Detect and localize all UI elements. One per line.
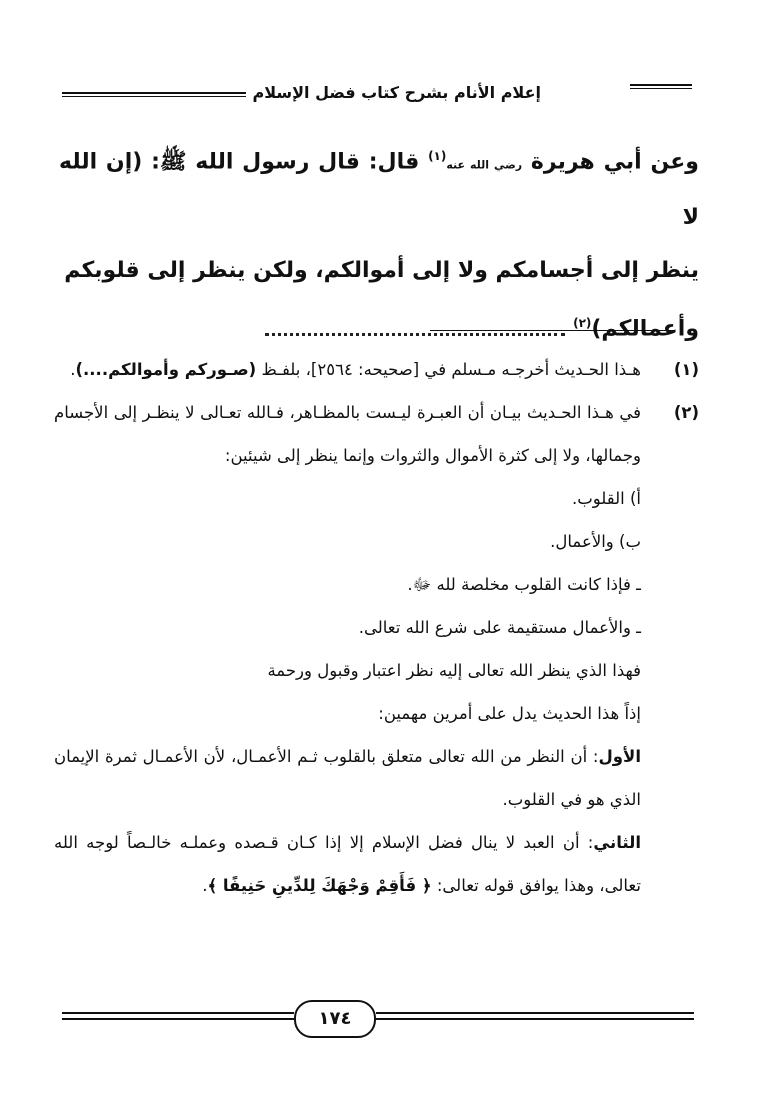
- footnote-2-second-label: الثاني: [593, 833, 641, 852]
- hadith-line1-a: وعن أبي هريرة: [530, 149, 699, 175]
- running-header: [62, 78, 692, 108]
- footer-rule-left: [62, 1012, 294, 1014]
- footnote-2-first-text: : أن النظر من الله تعالى متعلق بالقلوب ثـم الأعمـال، لأن الأعمـال ثمرة الإيمان الذي هو في القلوب.: [54, 747, 641, 809]
- footnote-2-first: [54, 735, 641, 821]
- footnote-2-bullet-2: ـ والأعمال مستقيمة على شرع الله تعالى.: [358, 618, 641, 637]
- footnote-2-first-label: الأول: [598, 747, 641, 766]
- footnote-ref-1[interactable]: (١): [428, 149, 447, 163]
- footer-rule-right-2: [376, 1018, 694, 1020]
- footer-rule-left-2: [62, 1018, 294, 1020]
- footnote-2-second: [54, 821, 641, 907]
- hadith-line3-text: وأعمالكم): [591, 316, 699, 342]
- footnote-2-second-text: : أن العبد لا ينال فضل الإسلام إلا إذا كـان قـصده وعملـه خالـصاً لوجه الله تعالى، وهذا يوافق قوله تعالى:: [54, 833, 641, 895]
- page-number: ١٧٤: [294, 1000, 376, 1038]
- footnotes: [54, 348, 699, 907]
- footnote-2-item-b: ب) والأعمال.: [550, 532, 641, 551]
- hadith-line-3: [59, 297, 699, 355]
- header-rule-right-thin: [630, 88, 692, 89]
- header-title: إعلام الأنام بشرح كتاب فضل الإسلام: [246, 78, 547, 108]
- footnote-2-bullet-1: ـ فإذا كانت القلوب مخلصة لله ﷻ.: [407, 575, 641, 594]
- hadith-line-2: ينظر إلى أجسامكم ولا إلى أموالكم، ولكن ينظر إلى قلوبكم: [64, 258, 699, 284]
- footnote-2-conclusion: فهذا الذي ينظر الله تعالى إليه نظر اعتبار وقبول ورحمة: [267, 661, 641, 680]
- footnote-1-number: (١): [673, 360, 699, 379]
- footnote-2-item-a: أ) القلوب.: [572, 489, 641, 508]
- footnote-2-number: (٢): [673, 403, 699, 422]
- footnote-ref-2[interactable]: (٢): [573, 316, 592, 331]
- footer-rule-right: [376, 1012, 694, 1014]
- prophet-honorific: ﷺ: [159, 149, 187, 175]
- page-footer: [62, 998, 694, 1038]
- footnote-1-text-a: هـذا الحـديث أخرجـه مـسلم في [صحيحه: ٢٥٦٤]، بلفـظ: [256, 360, 641, 379]
- hadith-line1-b: قال: قال رسول الله: [195, 149, 420, 175]
- companion-honorific: رضي الله عنه: [446, 158, 523, 172]
- footnote-1-text-c: .: [70, 360, 76, 379]
- footnote-1-text: [54, 348, 641, 391]
- footnote-1: [54, 348, 699, 391]
- hadith-line1-c: : (إن الله لا: [59, 149, 699, 231]
- footnote-2-para1: في هـذا الحـديث بيـان أن العبـرة ليـست بالمظـاهر، فـالله تعـالى لا ينظـر إلى الأجسام وجمالها، ولا إلى كثرة الأموال والثروات وإنما ينظر إلى شيئين:: [54, 403, 641, 465]
- footnote-separator: [430, 330, 675, 331]
- hadith-line-1: [59, 130, 699, 244]
- header-rule-right: [630, 84, 692, 86]
- footnote-2-end: .: [202, 876, 208, 895]
- footnote-2: [54, 391, 699, 907]
- footnote-1-quote: (صـوركم وأموالكم....): [75, 360, 257, 379]
- dotted-leader: [265, 319, 565, 336]
- quran-verse: ﴿ فَأَقِمْ وَجْهَكَ لِلدِّينِ حَنِيفًا ﴾: [207, 876, 432, 895]
- footnote-2-intro-two: إذاً هذا الحديث يدل على أمرين مهمين:: [378, 704, 641, 723]
- hadith-text: [59, 130, 699, 356]
